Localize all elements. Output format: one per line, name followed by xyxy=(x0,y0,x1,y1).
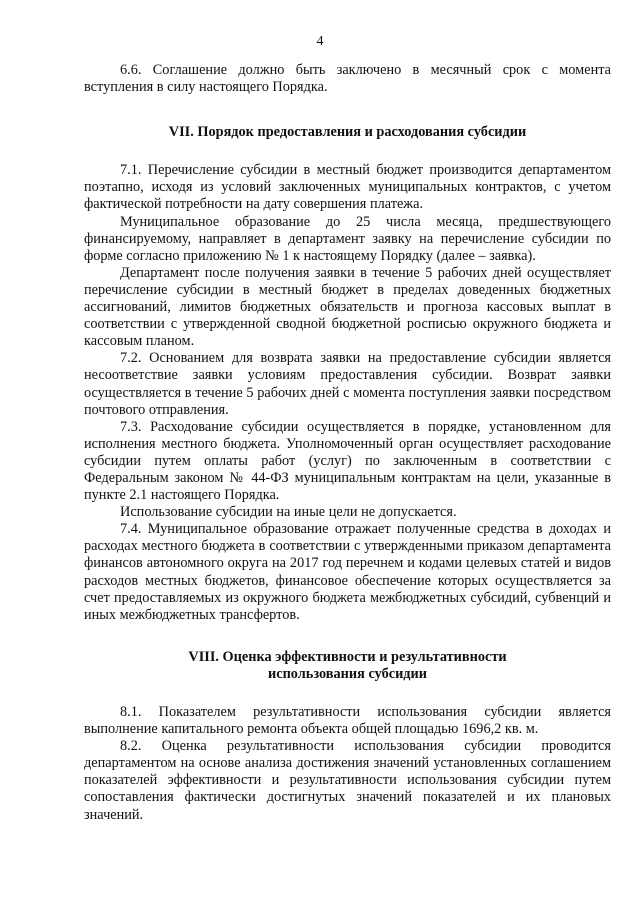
paragraph-7-1: 7.1. Перечисление субсидии в местный бюджет производится департаментом поэтапно, исходя из условий заключенных муниципальных контрактов, с учетом фактической потребности на дату совершения платежа. xyxy=(84,162,611,213)
section-7-title: VII. Порядок предоставления и расходования субсидии xyxy=(168,124,527,141)
section-8-title xyxy=(84,649,611,683)
section-8-title-line1: VIII. Оценка эффективности и результативности xyxy=(188,648,507,665)
paragraph-7-4: 7.4. Муниципальное образование отражает полученные средства в доходах и расходах местного бюджета в соответствии с утвержденными приказом департамента финансов автономного округа на 2017 год перечнем и кодами целевых статей и видов расходов местных бюджетов, финансовое обеспечение которых осуществляется за счет предоставляемых из окружного бюджета межбюджетных субсидий, субвенций и иных межбюджетных трансфертов. xyxy=(84,521,611,623)
paragraph-7-1-application: Муниципальное образование до 25 числа месяца, предшествующего финансируемому, направляет в департамент заявку на перечисление субсидии по форме согласно приложению № 1 к настоящему Порядку (далее – заявка). xyxy=(84,213,611,264)
paragraph-7-3: 7.3. Расходование субсидии осуществляется в порядке, установленном для исполнения местного бюджета. Уполномоченный орган осуществляет расходование субсидии путем оплаты работ (услуг) по заключенным в соответствии с Федеральным законом № 44-ФЗ муниципальным контрактам на цели, указанные в пункте 2.1 настоящего Порядка. xyxy=(84,418,611,504)
page-number: 4 xyxy=(316,34,324,49)
paragraph-8-2: 8.2. Оценка результативности использования субсидии проводится департаментом на основе анализа достижения значений установленных соглашением показателей эффективности и результативности использования субсидии путем сопоставления фактически достигнутых значений показателей и их плановых значений. xyxy=(84,738,611,823)
section-8-title-line2: использования субсидии xyxy=(267,665,428,682)
paragraph-7-2: 7.2. Основанием для возврата заявки на предоставление субсидии является несоответствие заявки условиям предоставления субсидии. Возврат заявки осуществляется в течение 5 рабочих дней с момента поступления заявки посредством почтового отправления. xyxy=(84,350,611,418)
paragraph-8-1: 8.1. Показателем результативности использования субсидии является выполнение капитального ремонта объекта общей площадью 1696,2 кв. м. xyxy=(84,704,611,738)
paragraph-7-1-transfer: Департамент после получения заявки в течение 5 рабочих дней осуществляет перечисление субсидии в местный бюджет в пределах доведенных бюджетных ассигнований, лимитов бюджетных обязательств и прогноза кассовых выплат в соответствии с утвержденной сводной бюджетной росписью окружного бюджета и кассовым планом. xyxy=(84,264,611,350)
paragraph-6-6: 6.6. Соглашение должно быть заключено в месячный срок с момента вступления в силу настоящего Порядка. xyxy=(84,62,611,96)
document-body xyxy=(84,62,611,824)
paragraph-7-3-restriction: Использование субсидии на иные цели не допускается. xyxy=(120,504,457,521)
